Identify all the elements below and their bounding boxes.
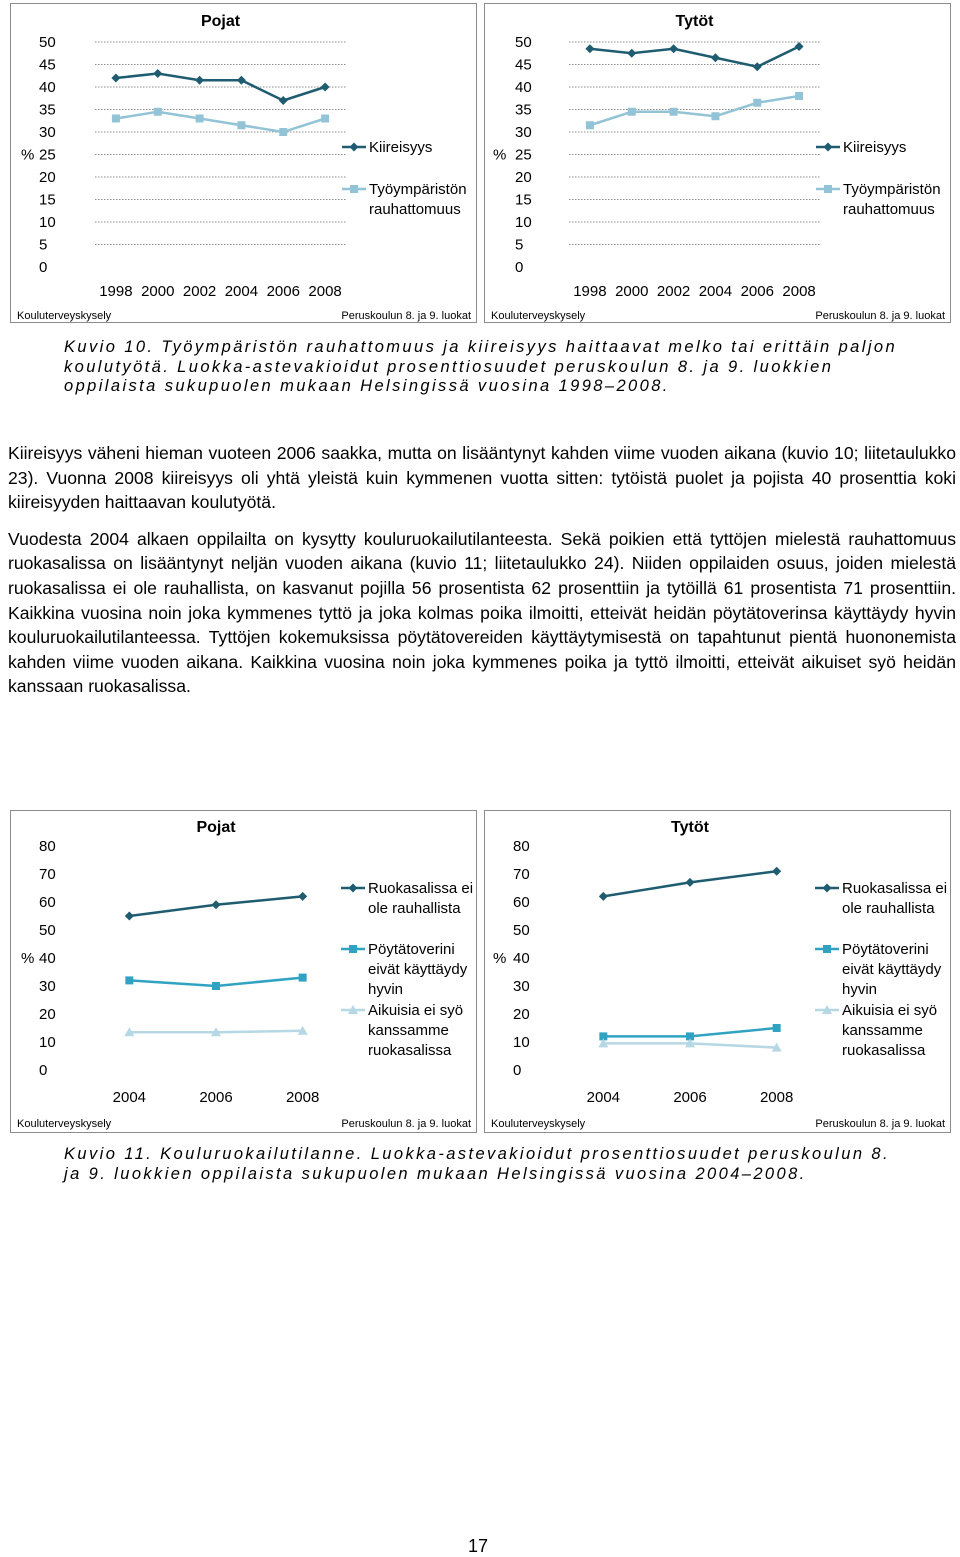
paragraph-2: Vuodesta 2004 alkaen oppilailta on kysytty kouluruokailutilanteesta. Sekä poikien että tyttöjen mielestä rauhattomuus ruokasalissa on lisääntynyt neljän vuoden aikana (kuvio 11; liitetaulukko 24). Niiden oppilaiden osuus, joiden mielestä ruokasalissa ei ole rauhallista, on kasvanut pojilla 56 prosentista 62 prosenttiin ja tytöillä 61 prosentista 71 prosenttiin. Kaikkina vuosina noin joka kymmenes tyttö ja joka kolmas poika ilmoitti, etteivät heidän pöytätoverinsa käyttäydy hyvin kouluruokailutilanteessa. Tyttöjen kokemuksissa pöytätovereiden käyttäytymisestä on tapahtunut pientä huononemista kahden viime vuoden aikana. Kaikkina vuosina noin joka kymmenes poika ja tyttö ilmoitti, etteivät aikuiset syö heidän kanssaan ruokasalissa.: [8, 528, 956, 697]
series-line-1: [116, 112, 325, 132]
chart-svg: [485, 811, 952, 1134]
y-tick-label: 50: [515, 34, 532, 51]
data-point: [321, 83, 330, 92]
data-point: [212, 900, 221, 909]
data-point: [753, 99, 761, 107]
y-tick-label: 70: [39, 866, 56, 883]
data-point: [195, 76, 204, 85]
legend-label: ole rauhallista: [842, 900, 935, 917]
x-tick-label: 2004: [112, 1089, 147, 1106]
chart-kiireisyys-pojat: [10, 3, 477, 323]
y-tick-label: 60: [39, 894, 56, 911]
footer-source: Kouluterveyskysely: [17, 310, 112, 322]
chart-title: Tytöt: [675, 13, 714, 30]
legend-marker-1: [823, 945, 831, 953]
footer-source: Kouluterveyskysely: [491, 310, 586, 322]
y-tick-label: 5: [39, 236, 48, 254]
y-tick-label: 0: [513, 1062, 522, 1079]
footer-population: Peruskoulun 8. ja 9. luokat: [815, 310, 945, 322]
y-tick-label: 25: [39, 146, 56, 164]
figure-caption-11: Kuvio 11. Kouluruokailutilanne. Luokka-astevakioidut prosenttiosuudet peruskoulun 8. ja 9. luokkien oppilaista sukupuolen mukaan Helsingissä vuosina 2004–2008.: [64, 1145, 890, 1183]
body-text: [8, 441, 956, 711]
chart-svg: [11, 4, 478, 324]
x-tick-label: 1998: [99, 283, 133, 300]
legend-label: hyvin: [368, 981, 404, 998]
legend-label: Aikuisia ei syö: [368, 1002, 464, 1019]
y-tick-label: 30: [39, 978, 56, 995]
y-tick-label: 0: [39, 1062, 48, 1079]
data-point: [154, 108, 162, 116]
legend-label: Aikuisia ei syö: [842, 1002, 938, 1019]
y-tick-label: 40: [515, 79, 532, 96]
y-tick-label: 20: [39, 169, 56, 186]
y-tick-label: 80: [39, 838, 56, 855]
data-point: [586, 121, 594, 129]
x-tick-label: 2008: [782, 283, 816, 300]
series-line-0: [590, 47, 799, 67]
x-tick-label: 2000: [615, 283, 649, 300]
x-tick-label: 2004: [698, 283, 733, 300]
legend-label: ole rauhallista: [368, 900, 461, 917]
data-point: [196, 115, 204, 123]
data-point: [795, 92, 803, 100]
legend-label: Kiireisyys: [369, 139, 433, 156]
chart-title: Tytöt: [671, 819, 709, 836]
data-point: [669, 44, 678, 53]
y-tick-label: 0: [39, 259, 48, 276]
data-point: [299, 974, 307, 982]
paragraph-1: Kiireisyys väheni hieman vuoteen 2006 saakka, mutta on lisääntynyt kahden viime vuoden aikana (kuvio 10; liitetaulukko 23). Vuonna 2008 kiireisyys oli yhtä yleistä kuin kymmenen vuotta sitten: tytöistä puolet ja pojista 40 prosenttia koki kiireisyyden haittaavan koulutyötä.: [8, 443, 956, 513]
legend-label: hyvin: [842, 981, 878, 998]
legend-label: Työympäristön: [369, 181, 467, 198]
data-point: [212, 982, 220, 990]
y-tick-label: 45: [39, 56, 56, 74]
y-tick-label: 70: [513, 866, 530, 883]
x-tick-label: 2008: [285, 1089, 320, 1106]
footer-source: Kouluterveyskysely: [17, 1118, 112, 1130]
y-tick-label: 10: [39, 1034, 56, 1051]
data-point: [711, 53, 720, 62]
y-tick-label: 20: [515, 169, 532, 186]
data-point: [111, 74, 120, 83]
x-tick-label: 1998: [573, 283, 607, 300]
chart-kiireisyys-tytot: [484, 3, 951, 323]
legend-marker-1: [350, 185, 358, 193]
x-tick-label: 2006: [199, 1089, 233, 1106]
data-point: [686, 878, 695, 887]
x-tick-label: 2004: [224, 283, 259, 300]
y-tick-label: 10: [513, 1034, 530, 1051]
legend-label: Kiireisyys: [843, 139, 907, 156]
footer-population: Peruskoulun 8. ja 9. luokat: [341, 1118, 471, 1130]
legend-label: Ruokasalissa ei: [842, 880, 948, 897]
data-point: [670, 108, 678, 116]
x-tick-label: 2006: [266, 283, 300, 300]
data-point: [279, 96, 288, 105]
y-tick-label: 25: [515, 146, 532, 164]
legend-marker-0: [823, 884, 832, 893]
chart-title: Pojat: [196, 819, 236, 836]
data-point: [599, 892, 608, 901]
legend-marker-1: [349, 945, 357, 953]
legend-label: Ruokasalissa ei: [368, 880, 474, 897]
y-tick-label: 60: [513, 894, 530, 911]
y-tick-label: 50: [39, 34, 56, 51]
x-tick-label: 2006: [673, 1089, 707, 1106]
y-tick-label: 20: [39, 1006, 56, 1023]
x-tick-label: 2008: [308, 283, 342, 300]
y-tick-label: 40: [39, 79, 56, 96]
chart-svg: [485, 4, 952, 324]
data-point: [773, 1024, 781, 1032]
data-point: [298, 892, 307, 901]
chart-title: Pojat: [200, 13, 241, 30]
legend-label: Pöytätoverini: [842, 941, 929, 958]
legend-label: Työympäristön: [843, 181, 941, 198]
legend-label: rauhattomuus: [369, 201, 461, 218]
y-axis-unit: %: [493, 950, 507, 967]
y-tick-label: 30: [513, 978, 530, 995]
x-tick-label: 2002: [656, 283, 691, 300]
legend-marker-0: [824, 143, 833, 152]
legend-label: kanssamme: [368, 1022, 449, 1039]
x-tick-label: 2002: [182, 283, 217, 300]
legend-marker-1: [824, 185, 832, 193]
y-axis-unit: %: [21, 146, 35, 164]
chart-ruokailu-tytot: [484, 810, 951, 1133]
y-axis-unit: %: [493, 146, 507, 164]
y-tick-label: 5: [515, 236, 524, 254]
legend-label: ruokasalissa: [368, 1042, 452, 1059]
y-axis-unit: %: [21, 950, 35, 967]
y-tick-label: 40: [39, 950, 56, 967]
data-point: [112, 115, 120, 123]
y-tick-label: 45: [515, 56, 532, 74]
y-tick-label: 35: [515, 101, 532, 119]
legend-label: Pöytätoverini: [368, 941, 455, 958]
legend-label: ruokasalissa: [842, 1042, 926, 1059]
legend-marker-0: [349, 884, 358, 893]
x-tick-label: 2004: [586, 1089, 621, 1106]
data-point: [628, 108, 636, 116]
legend-label: eivät käyttäydy: [842, 961, 942, 978]
y-tick-label: 20: [513, 1006, 530, 1023]
y-tick-label: 30: [39, 124, 56, 141]
y-tick-label: 10: [39, 214, 56, 231]
data-point: [795, 42, 804, 51]
legend-label: kanssamme: [842, 1022, 923, 1039]
series-line-1: [590, 96, 799, 125]
legend-marker-0: [350, 143, 359, 152]
y-tick-label: 40: [513, 950, 530, 967]
y-tick-label: 0: [515, 259, 524, 276]
x-tick-label: 2000: [141, 283, 175, 300]
y-tick-label: 35: [39, 101, 56, 119]
data-point: [237, 121, 245, 129]
x-tick-label: 2006: [740, 283, 774, 300]
data-point: [125, 912, 134, 921]
footer-source: Kouluterveyskysely: [491, 1118, 586, 1130]
y-tick-label: 15: [39, 191, 56, 209]
footer-population: Peruskoulun 8. ja 9. luokat: [815, 1118, 945, 1130]
legend-label: rauhattomuus: [843, 201, 935, 218]
data-point: [279, 128, 287, 136]
y-tick-label: 10: [515, 214, 532, 231]
y-tick-label: 50: [39, 922, 56, 939]
data-point: [585, 44, 594, 53]
y-tick-label: 30: [515, 124, 532, 141]
y-tick-label: 80: [513, 838, 530, 855]
chart-ruokailu-pojat: [10, 810, 477, 1133]
y-tick-label: 50: [513, 922, 530, 939]
y-tick-label: 15: [515, 191, 532, 209]
x-tick-label: 2008: [759, 1089, 794, 1106]
data-point: [321, 115, 329, 123]
data-point: [772, 867, 781, 876]
legend-label: eivät käyttäydy: [368, 961, 468, 978]
chart-svg: [11, 811, 478, 1134]
data-point: [753, 62, 762, 71]
data-point: [125, 976, 133, 984]
data-point: [237, 76, 246, 85]
footer-population: Peruskoulun 8. ja 9. luokat: [341, 310, 471, 322]
figure-caption-10: Kuvio 10. Työympäristön rauhattomuus ja kiireisyys haittaavat melko tai erittäin paljon koulutyötä. Luokka-astevakioidut prosenttiosuudet peruskoulun 8. ja 9. luokkien oppilaista sukupuolen mukaan Helsingissä vuosina 1998–2008.: [64, 338, 898, 395]
data-point: [153, 69, 162, 78]
page-number: 17: [468, 1536, 489, 1556]
data-point: [627, 49, 636, 58]
data-point: [711, 112, 719, 120]
